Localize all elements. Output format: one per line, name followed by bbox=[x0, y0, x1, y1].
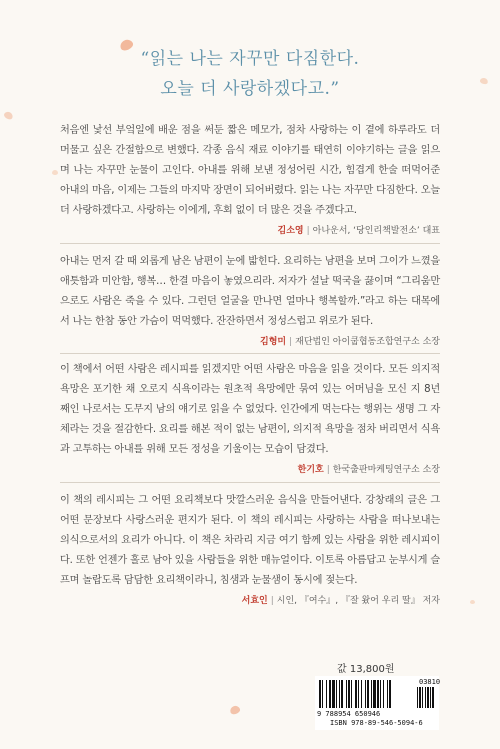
isbn-number: ISBN 978-89-546-5094-6 bbox=[330, 719, 423, 727]
barcode-addon-bar bbox=[417, 687, 418, 708]
barcode-bar bbox=[377, 680, 379, 708]
barcode-bar bbox=[387, 680, 388, 708]
barcode-bar bbox=[371, 680, 372, 708]
barcode-addon-bar bbox=[427, 687, 429, 708]
barcode-bar bbox=[380, 680, 381, 708]
barcode-addon-bar bbox=[430, 687, 431, 708]
barcode-addon-bar bbox=[419, 687, 421, 708]
reviewer-role: 한국출판마케팅연구소 소장 bbox=[332, 465, 440, 475]
review-text: 이 책에서 어떤 사람은 레시피를 읽겠지만 어떤 사람은 마음을 읽을 것이다. 모든 의지적 욕망은 포기한 채 오로지 식욕이라는 원초적 욕망에만 묶여 있는 어머님을 모신 지 8년째인 나로서는 도무지 남의 얘기로 읽을 수 없었다. 인간에게 먹는다는 행위는 생명 그 자체라는 것을 절감한다. 요리를 해본 적이 없는 남편이, 의지적 욕망을 점차 버리면서 식욕과 고투하는 아내를 위해 모든 정성을 기울이는 모습이 담겼다. bbox=[60, 364, 440, 455]
reviewer-role: 시인, 『여수』, 『잘 왔어 우리 딸』 저자 bbox=[276, 596, 440, 606]
barcode-bar bbox=[339, 680, 340, 708]
review-block bbox=[60, 360, 440, 475]
reviewer-role: 아나운서, ‘당인리책발전소’ 대표 bbox=[312, 226, 440, 236]
quote-line-1: “읽는 나는 자꾸만 다짐한다. bbox=[140, 49, 360, 69]
review-attribution: 한기호 | 한국출판마케팅연구소 소장 bbox=[297, 465, 440, 475]
barcode-bar bbox=[389, 680, 391, 708]
barcode-bar bbox=[365, 680, 366, 708]
barcode-bar bbox=[341, 680, 343, 708]
review-text: 이 책의 레시피는 그 어떤 요리책보다 맛깔스러운 음식을 만들어낸다. 강창래의 글은 그 어떤 문장보다 사랑스러운 편지가 된다. 이 책의 레시피는 사랑하는 사람을 떠나보내는 의식으로서의 요리가 아니다. 이 책은 차라리 지금 여기 함께 있는 사람을 위한 레시피이다. 또한 언젠가 홀로 남아 있을 사람들을 위한 매뉴얼이다. 이토록 아름답고 눈부시게 슬프며 놀랍도록 담담한 요리책이라니, 침샘과 눈물샘이 동시에 젖는다. bbox=[60, 495, 440, 586]
review-block bbox=[60, 121, 440, 236]
barcode-addon-bar bbox=[425, 687, 426, 708]
reviewer-name: 한기호 bbox=[297, 465, 324, 475]
divider bbox=[60, 353, 440, 354]
barcode-addon: 03810 bbox=[419, 678, 441, 686]
petal-decoration bbox=[229, 705, 241, 716]
reviewer-name: 서효인 bbox=[241, 596, 268, 606]
petal-decoration bbox=[470, 600, 475, 604]
barcode-digits: 9 788954 650946 bbox=[317, 710, 381, 718]
barcode-bar bbox=[346, 680, 347, 708]
headline-quote bbox=[0, 44, 500, 104]
barcode-bar bbox=[326, 680, 327, 708]
review-attribution: 김형미 | 재단법인 아이쿱협동조합연구소 소장 bbox=[260, 337, 440, 347]
review-text: 처음엔 낯선 부엌일에 배운 점을 써둔 짧은 메모가, 점차 사랑하는 이 곁에 하루라도 더 머물고 싶은 간절함으로 변했다. 각종 음식 재료 이야기를 태연히 이야기하는 글을 읽으며 나는 자꾸만 눈물이 고인다. 아내를 위해 보낸 정성어린 시간, 힘겹게 한술 떠먹어준 아내의 마음, 이제는 그들의 마지막 장면이 되어버렸다. 읽는 나는 자꾸만 다짐한다. 오늘 더 사랑하겠다고. 사랑하는 이에게, 후회 없이 더 많은 것을 주겠다고. bbox=[60, 125, 440, 216]
barcode-bar bbox=[367, 680, 369, 708]
divider bbox=[60, 243, 440, 244]
reviewer-name: 김소영 bbox=[277, 226, 304, 236]
review-block bbox=[60, 252, 440, 347]
isbn-barcode bbox=[315, 676, 439, 730]
barcode-bar bbox=[319, 680, 321, 708]
divider bbox=[60, 482, 440, 483]
review-attribution: 서효인 | 시인, 『여수』, 『잘 왔어 우리 딸』 저자 bbox=[241, 596, 440, 606]
barcode-bar bbox=[336, 680, 337, 708]
barcode-bar bbox=[351, 680, 352, 708]
barcode-addon-bar bbox=[422, 687, 423, 708]
petal-decoration bbox=[52, 170, 58, 175]
barcode-bar bbox=[329, 680, 331, 708]
price-label: 값 13,800원 bbox=[337, 664, 395, 675]
reviewer-role: 재단법인 아이쿱협동조합연구소 소장 bbox=[295, 337, 440, 347]
review-text: 아내는 먼저 갈 때 외롭게 남은 남편이 눈에 밟힌다. 요리하는 남편을 보며 그이가 느꼈을 애틋함과 미안함, 행복… 한결 마음이 놓였으리라. 저자가 설날 떡국을 끓이며 “그리움만으로도 사람은 죽을 수 있다. 그런던 얼굴을 만나면 얼마나 행복할까.”라고 하는 대목에서 나는 한참 동안 가슴이 먹먹했다. 잔잔하면서 정성스럽고 위로가 된다. bbox=[60, 256, 440, 327]
barcode-addon-bar bbox=[432, 687, 434, 708]
barcode-bar bbox=[383, 680, 384, 708]
quote-line-2: 오늘 더 사랑하겠다고.” bbox=[160, 79, 340, 99]
barcode-bar bbox=[361, 680, 362, 708]
barcode-bar bbox=[322, 680, 323, 708]
petal-decoration bbox=[3, 110, 14, 121]
review-attribution: 김소영 | 아나운서, ‘당인리책발전소’ 대표 bbox=[277, 226, 440, 236]
barcode-bar bbox=[358, 680, 359, 708]
barcode-bar bbox=[373, 680, 376, 708]
review-block bbox=[60, 491, 440, 606]
reviewer-name: 김형미 bbox=[260, 337, 287, 347]
barcode-bar bbox=[332, 680, 335, 708]
barcode-bar bbox=[348, 680, 350, 708]
barcode-bar bbox=[355, 680, 357, 708]
